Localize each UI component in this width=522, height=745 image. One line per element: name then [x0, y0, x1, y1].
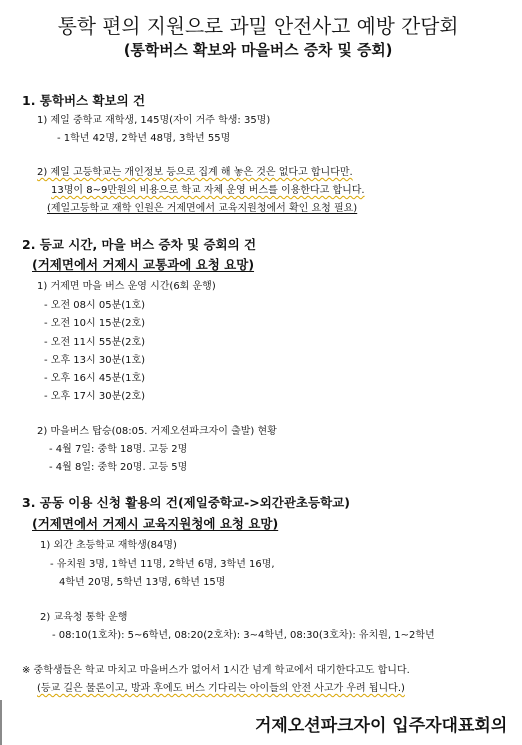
- section-2-line-1: 1) 거제면 마을 버스 운영 시간(6회 운행): [37, 281, 216, 292]
- section-1-line-5: (제일고등학교 재학 인원은 거제면에서 교육지원청에서 확인 요청 필요): [47, 203, 358, 214]
- section-2-line-7: - 오후 17시 30분(2호): [44, 391, 146, 402]
- section-2-line-8: 2) 마을버스 탑승(08:05. 거제오션파크자이 출발) 현황: [37, 426, 277, 437]
- left-margin-bar: [0, 700, 2, 745]
- section-2-line-4: - 오전 11시 55분(2호): [44, 337, 146, 348]
- section-3-line-4: 2) 교육청 통학 운행: [40, 612, 128, 623]
- section-1-line-3: 2) 제일 고등학교는 개인정보 등으로 집계 해 놓은 것은 없다고 합니다만.: [37, 167, 353, 178]
- section-2-line-3: - 오전 10시 15분(2호): [44, 318, 146, 329]
- section-1-line-4: 13명이 8~9만원의 비용으로 학교 자체 운영 버스를 이용한다고 합니다.: [51, 185, 365, 196]
- footer-signature: 거제오션파크자이 입주자대표회의: [255, 716, 508, 736]
- document-subtitle: (통학버스 확보와 마을버스 증차 및 증회): [123, 41, 393, 59]
- section-3-line-3: 4학년 20명, 5학년 13명, 6학년 15명: [59, 577, 226, 588]
- section-2-line-10: - 4월 8일: 중학 20명. 고등 5명: [49, 462, 188, 473]
- section-2-line-6: - 오후 16시 45분(1호): [44, 373, 146, 384]
- section-2-line-9: - 4월 7일: 중학 18명. 고등 2명: [49, 444, 188, 455]
- section-3-line-2: - 유치원 3명, 1학년 11명, 2학년 6명, 3학년 16명,: [50, 559, 275, 570]
- section-1-line-1: 1) 제일 중학교 재학생, 145명(자이 거주 학생: 35명): [37, 115, 271, 126]
- section-2-line-5: - 오후 13시 30분(1호): [44, 355, 146, 366]
- section-3-line-5: - 08:10(1호차): 5~6학년, 08:20(2호차): 3~4학년, 08:30(3호차): 유치원, 1~2학년: [52, 630, 435, 641]
- section-2-subheading: (거제면에서 거제시 교통과에 요청 요망): [32, 257, 255, 272]
- document-title: 통학 편의 지원으로 과밀 안전사고 예방 간담회: [57, 14, 459, 38]
- section-1-line-2: - 1학년 42명, 2학년 48명, 3학년 55명: [57, 133, 231, 144]
- section-1-heading: 1. 통학버스 확보의 건: [22, 93, 146, 108]
- section-3-line-1: 1) 외간 초등학교 재학생(84명): [40, 540, 177, 551]
- note-line-1: ※ 중학생들은 학교 마치고 마을버스가 없어서 1시간 넘게 학교에서 대기한다고도 합니다.: [22, 665, 410, 676]
- section-2-heading: 2. 등교 시간, 마을 버스 증차 및 증회의 건: [22, 237, 257, 252]
- section-2-line-2: - 오전 08시 05분(1호): [44, 300, 146, 311]
- note-line-2: (등교 길은 물론이고, 방과 후에도 버스 기다리는 아이들의 안전 사고가 우려 됩니다.): [37, 683, 405, 694]
- section-3-subheading: (거제면에서 거제시 교육지원청에 요청 요망): [32, 516, 279, 531]
- section-3-heading: 3. 공동 이용 신청 활용의 건(제일중학교->외간관초등학교): [22, 495, 350, 510]
